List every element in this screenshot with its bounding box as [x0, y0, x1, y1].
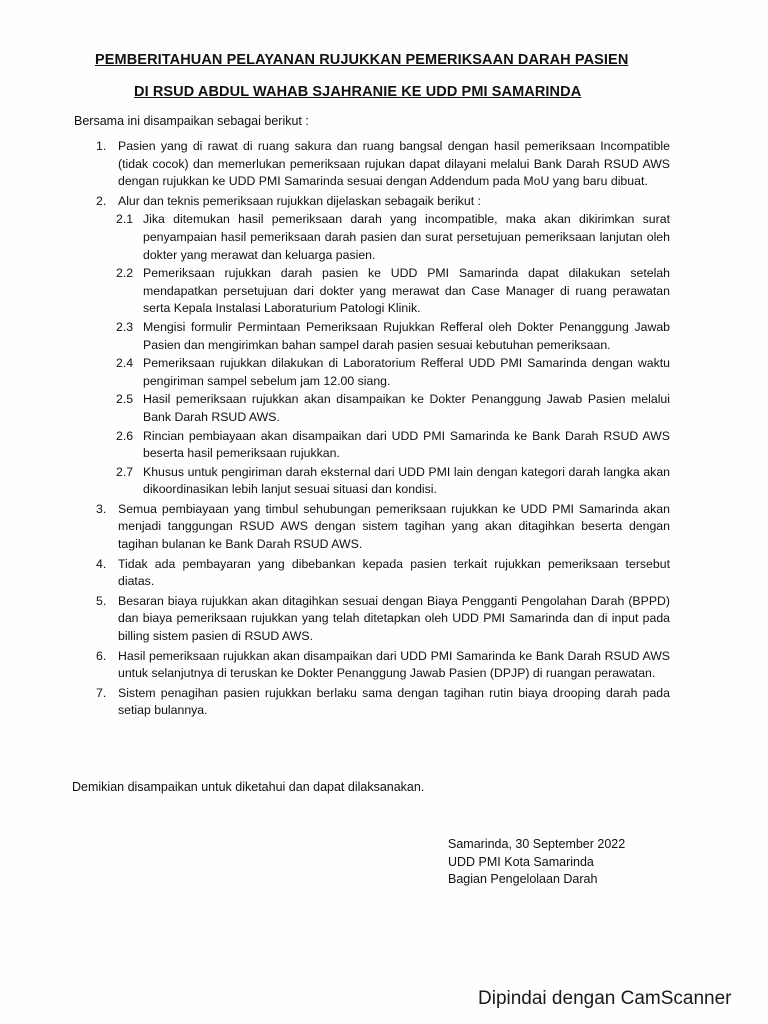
signature-block [448, 836, 625, 889]
sub-item-number: 2.4 [116, 356, 134, 371]
sub-item-text: Jika ditemukan hasil pemeriksaan darah yang incompatible, maka akan dikirimkan surat penyampaian hasil pemeriksaan darah pasien dan surat persetujuan pemeriksaan lanjutan oleh dokter yang merawat dan keluarga pasien. [143, 212, 670, 262]
sub-item-2-1 [116, 211, 670, 264]
list-item-text: Besaran biaya rujukkan akan ditagihkan sesuai dengan Biaya Pengganti Pengolahan Darah (BPPD) dan biaya pemeriksaan rujukkan yang telah ditetapkan oleh UDD PMI Samarinda dan di input pada billing sistem pasien di RSUD AWS. [118, 593, 670, 644]
sub-item-text: Pemeriksaan rujukkan dilakukan di Laboratorium Refferal UDD PMI Samarinda dengan waktu pengiriman sampel sebelum jam 12.00 siang. [143, 356, 670, 388]
list-item-2 [70, 193, 670, 499]
list-item-number: 5. [96, 593, 107, 608]
sub-item-text: Pemeriksaan rujukkan darah pasien ke UDD PMI Samarinda dapat dilakukan setelah mendapatkan persetujuan dari dokter yang merawat dan Case Manager di ruang perawatan serta Kepala Instalasi Laboraturium Patologi Klinik. [143, 266, 670, 316]
list-item-number: 3. [96, 501, 107, 516]
scanner-watermark: Dipindai dengan CamScanner [478, 988, 732, 1009]
list-item-text: Hasil pemeriksaan rujukkan akan disampaikan dari UDD PMI Samarinda ke Bank Darah RSUD AWS untuk selanjutnya di teruskan ke Dokter Penanggung Jawab Pasien (DPJP) di ruangan perawatan. [118, 648, 670, 681]
sub-item-2-6 [116, 428, 670, 463]
sub-item-text: Hasil pemeriksaan rujukkan akan disampaikan ke Dokter Penanggung Jawab Pasien melalui Bank Darah RSUD AWS. [143, 392, 670, 424]
list-item-7 [70, 685, 670, 720]
sub-item-text: Mengisi formulir Permintaan Pemeriksaan Rujukkan Refferal oleh Dokter Penanggung Jawab Pasien dan mengirimkan bahan sampel darah pasien sesuai kebutuhan pemeriksaan. [143, 319, 670, 352]
list-item-text: Tidak ada pembayaran yang dibebankan kepada pasien terkait rujukkan pemeriksaan tersebut diatas. [118, 556, 670, 589]
list-item-6 [70, 648, 670, 683]
list-item-number: 4. [96, 556, 107, 571]
sub-item-2-3 [116, 319, 670, 354]
list-item-number: 2. [96, 193, 107, 208]
sub-item-2-7 [116, 464, 670, 499]
sub-list [116, 211, 670, 499]
document-title-line1: PEMBERITAHUAN PELAYANAN RUJUKKAN PEMERIKSAAN DARAH PASIEN [95, 52, 629, 68]
list-item-3 [70, 501, 670, 554]
closing-text: Demikian disampaikan untuk diketahui dan dapat dilaksanakan. [72, 780, 425, 794]
signature-org: UDD PMI Kota Samarinda [448, 854, 594, 869]
list-item-text: Semua pembiayaan yang timbul sehubungan pemeriksaan rujukkan ke UDD PMI Samarinda akan menjadi tanggungan RSUD AWS dengan sistem tagihan yang akan ditagihkan beserta dengan tagihan bulanan ke Bank Darah RSUD AWS. [118, 501, 670, 552]
sub-item-text: Khusus untuk pengiriman darah eksternal dari UDD PMI lain dengan kategori darah langka akan dikoordinasikan lebih lanjut sesuai situasi dan kondisi. [143, 464, 670, 497]
list-item-5 [70, 593, 670, 646]
sub-item-number: 2.6 [116, 428, 134, 443]
sub-item-text: Rincian pembiayaan akan disampaikan dari UDD PMI Samarinda ke Bank Darah RSUD AWS beserta hasil pemeriksaan rujukkan. [143, 428, 670, 461]
sub-item-number: 2.1 [116, 212, 134, 227]
sub-item-number: 2.5 [116, 392, 134, 407]
document-body [70, 138, 670, 722]
list-item-text: Pasien yang di rawat di ruang sakura dan ruang bangsal dengan hasil pemeriksaan Incompatible (tidak cocok) dan memerlukan pemeriksaan rujukan dapat dilayani melalui Bank Darah RSUD AWS dengan rujukkan ke UDD PMI Samarinda sesuai dengan Addendum pada MoU yang baru dibuat. [118, 139, 670, 189]
list-item-1 [70, 138, 670, 191]
intro-text: Bersama ini disampaikan sebagai berikut : [74, 114, 309, 128]
sub-item-number: 2.2 [116, 266, 134, 281]
document-title-line2: DI RSUD ABDUL WAHAB SJAHRANIE KE UDD PMI SAMARINDA [134, 84, 582, 100]
sub-item-number: 2.3 [116, 319, 134, 334]
sub-item-number: 2.7 [116, 464, 134, 479]
sub-item-2-4 [116, 355, 670, 390]
list-item-number: 1. [96, 139, 107, 153]
signature-division: Bagian Pengelolaan Darah [448, 872, 598, 886]
sub-item-2-5 [116, 391, 670, 426]
list-item-number: 6. [96, 648, 107, 663]
signature-place-date: Samarinda, 30 September 2022 [448, 837, 626, 851]
list-item-number: 7. [96, 685, 107, 700]
sub-item-2-2 [116, 265, 670, 318]
list-item-text: Alur dan teknis pemeriksaan rujukkan dijelaskan sebagaik berikut : [118, 193, 481, 208]
main-list [70, 138, 670, 720]
list-item-4 [70, 556, 670, 591]
list-item-text: Sistem penagihan pasien rujukkan berlaku sama dengan tagihan rutin biaya drooping darah pada setiap bulannya. [118, 685, 670, 718]
